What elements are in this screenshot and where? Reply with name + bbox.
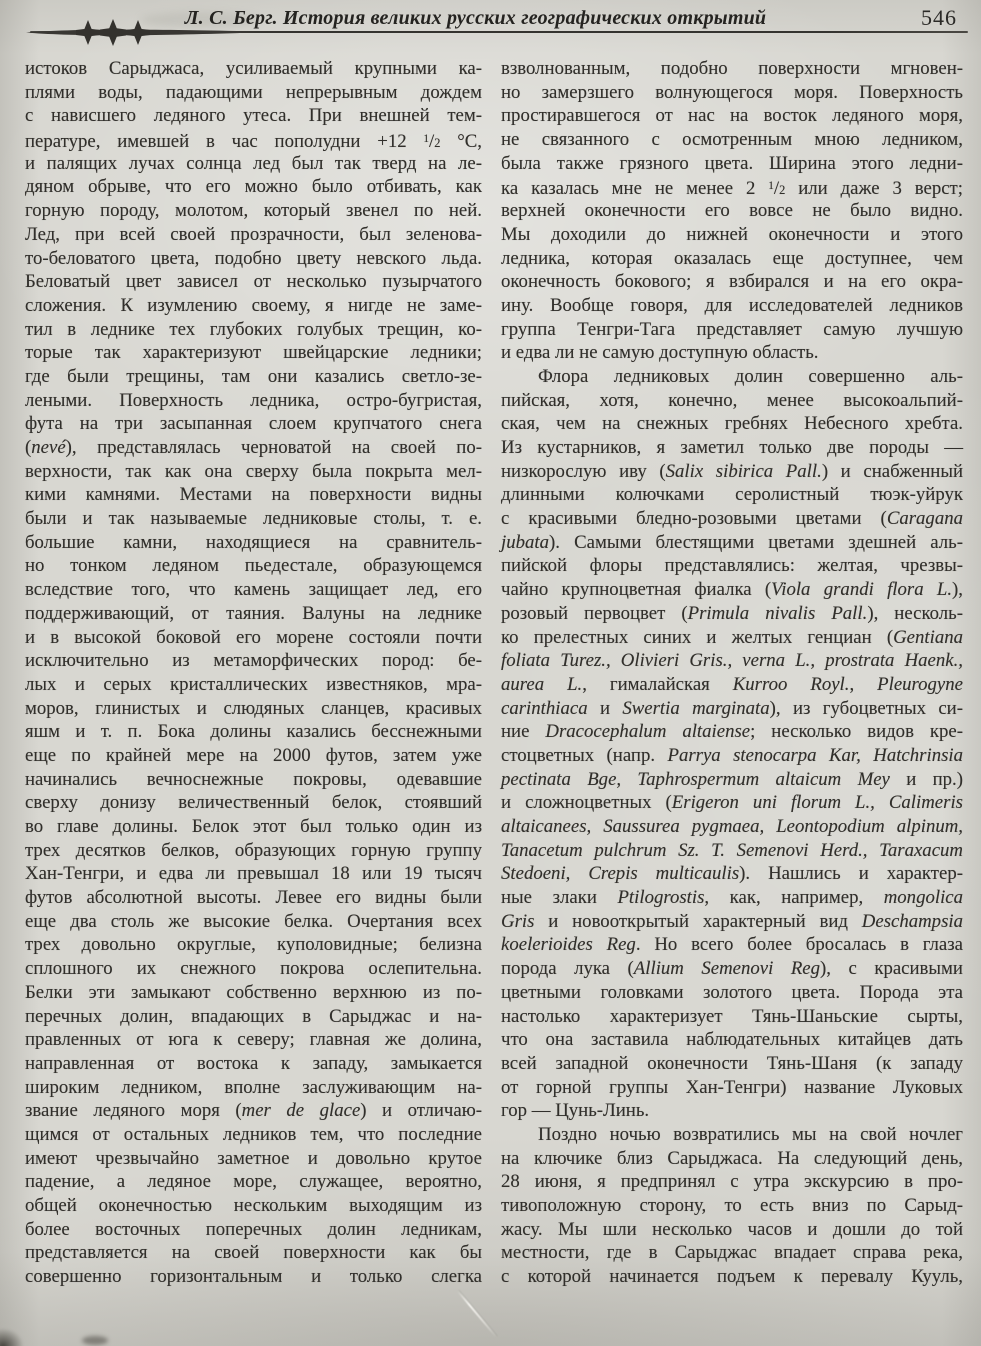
text-line: то-беловатого цвета, подобно цвету невского льда. bbox=[25, 247, 482, 269]
text-line: от горной группы Хан-Тенгри) название Луковых bbox=[501, 1076, 963, 1098]
text-line: (nevé), представлялась черноватой на своей по- bbox=[25, 437, 482, 458]
text-line: foliata Turez., Olivieri Gris., verna L., prostrata Haenk., bbox=[501, 650, 963, 672]
text-line: altaicanees, Saussurea pygmaea, Leontopodium alpinum, bbox=[501, 816, 963, 837]
text-line: футов абсолютной высоты. Левее его видны были bbox=[25, 887, 482, 909]
text-line: цветными головками золотого цвета. Порода эта bbox=[501, 981, 963, 1003]
text-line: стоцветных (напр. Parrya stenocarpa Kar, Hatchrinsia bbox=[501, 744, 963, 766]
text-line: широким ледником, вполне заслуживающим на- bbox=[25, 1076, 482, 1098]
text-line: более восточных поперечных долин ледникам, bbox=[25, 1218, 482, 1240]
text-line: имеют чрезвычайно заметное и довольно крутое bbox=[25, 1147, 482, 1169]
text-line: представляется на своей поверхности как бы bbox=[25, 1242, 482, 1264]
text-line: сложения. К изумлению своему, я нигде не заме- bbox=[25, 294, 482, 316]
text-line: лых и серых кристаллических известняков, мра- bbox=[25, 673, 482, 695]
text-line: с которой начинается подъем к перевалу Кууль, bbox=[501, 1266, 963, 1288]
text-line: розовый первоцвет (Primula nivalis Pall.), несколь- bbox=[501, 602, 963, 624]
text-line: фута на три засыпанная слоем крупчатого снега bbox=[25, 413, 482, 435]
text-line: ко прелестных синих и желтых генциан (Gentiana bbox=[501, 626, 963, 648]
text-line: перечных долин, впадающих в Сарыджас и на- bbox=[25, 1005, 482, 1027]
text-line: звание ледяного моря (mer de glace) и отличаю- bbox=[25, 1100, 482, 1122]
text-line: ка казалась мне не менее 2 $^1$/2 или даже 3 верст; bbox=[501, 178, 963, 200]
text-line: ину. Вообще говоря, для исследователей ледников bbox=[501, 294, 963, 316]
text-line: с нависшего ледяного утеса. При внешней тем- bbox=[25, 105, 482, 127]
text-line: плями воды, падающими непрерывным дождем bbox=[25, 81, 482, 103]
text-line: ледника, которая оказалась еще доступнее, чем bbox=[501, 247, 963, 269]
text-line: правленных от юга к северу; главная же долина, bbox=[25, 1029, 482, 1051]
scan-scratch bbox=[457, 1290, 497, 1337]
text-line: низкорослую иву (Salix sibirica Pall.) и снабженный bbox=[501, 460, 964, 482]
text-line: Stedoeni, Crepis multicaulis). Нашлись и характер- bbox=[501, 863, 963, 885]
text-line: Gris и новооткрытый характерный вид Deschampsia bbox=[501, 910, 963, 932]
text-line: и сложноцветных (Erigeron uni florum L., Calimeris bbox=[501, 792, 963, 814]
text-line: поддерживающий, от таяния. Валуны на леднике bbox=[25, 602, 482, 624]
text-line: яшм и т. п. Бока долины казались бесснежными bbox=[25, 721, 482, 743]
text-line: моров, глинистых и слюдяных сланцев, красивых bbox=[25, 697, 482, 719]
text-line: трех десятков белков, образующих горную группу bbox=[25, 839, 482, 861]
text-line: на ключике близ Сарыджаса. На следующий день, bbox=[501, 1147, 963, 1169]
text-line: направленная от востока к западу, замыкается bbox=[25, 1052, 482, 1074]
text-line: с красивыми бледно-розовыми цветами (Caragana bbox=[501, 508, 963, 530]
text-line: пийская, хотя, конечно, менее высокоальпий- bbox=[501, 389, 963, 411]
text-line: и палящих лучах солнца лед был так тверд на ле- bbox=[25, 152, 482, 174]
text-line: пийской флоры представлялись: желтая, чрезвы- bbox=[501, 555, 963, 577]
text-line: carinthiaca и Swertia marginata), из губоцветных си- bbox=[501, 697, 963, 719]
text-line: еще по крайней мере на 2000 футов, затем уже bbox=[25, 744, 482, 766]
text-line: Мы доходили до нижней оконечности и этого bbox=[501, 223, 963, 245]
text-line: дяном обрыве, что его можно было отбивать, как bbox=[25, 176, 482, 198]
text-line: aurea L., гималайская Kurroo Royl., Pleurogyne bbox=[501, 673, 963, 695]
text-line: падение, а ледяное море, служащее, вероятно, bbox=[25, 1171, 482, 1193]
text-line: Из кустарников, я заметил только две породы — bbox=[501, 437, 963, 458]
text-line: и в высокой боковой его морене состояли почти bbox=[25, 626, 482, 648]
text-line: были и так называемые ледниковые столы, т. е. bbox=[25, 508, 482, 530]
text-line: гор — Цунь-Линь. bbox=[501, 1100, 650, 1122]
text-line: но замерзшего волнующегося моря. Поверхность bbox=[501, 81, 963, 103]
text-line: совершенно горизонтальным и только слегка bbox=[25, 1266, 482, 1288]
text-line: кими камнями. Местами на поверхности видны bbox=[25, 484, 482, 506]
text-line: вследствие того, что камень защищает лед, его bbox=[25, 579, 482, 601]
text-line: jubata). Самыми блестящими цветами здешней аль- bbox=[501, 531, 963, 553]
text-line: истоков Сарыджаса, усиливаемый крупными ка- bbox=[25, 58, 482, 79]
text-line: местности, где в Сарыджас впадает справа река, bbox=[501, 1242, 963, 1264]
text-line: щимся от остальных ледников тем, что последние bbox=[25, 1123, 482, 1145]
text-line: трех довольно округлые, куполовидные; белизна bbox=[25, 934, 482, 956]
text-line: тивоположную сторону, то есть вниз по Сарыд- bbox=[501, 1195, 963, 1216]
text-line: жасу. Мы шли несколько часов и дошли до той bbox=[501, 1218, 963, 1240]
header-ornament-icon bbox=[26, 17, 276, 49]
scan-smudge bbox=[82, 1336, 108, 1345]
text-line: Беловатый цвет зависел от несколько пузырчатого bbox=[25, 271, 482, 293]
text-line: горную породу, молотом, который звенел по ней. bbox=[25, 200, 482, 222]
text-line: ская, чем на снежных гребнях Небесного хребта. bbox=[501, 413, 963, 435]
text-line: Лед, при всей своей прозрачности, был зеленова- bbox=[25, 223, 482, 245]
text-line: торые так характеризуют швейцарские ледники; bbox=[25, 342, 482, 364]
text-line: Хан-Тенгри, и едва ли превышал 18 или 19 тысяч bbox=[25, 863, 482, 885]
text-line: группа Тенгри-Тага представляет самую лучшую bbox=[501, 318, 963, 340]
text-line: ние Dracocephalum altaiense; несколько видов кре- bbox=[501, 721, 963, 743]
text-line: пературе, имевшей в час пополудни +12 $^1$/2 °С, bbox=[25, 131, 482, 153]
text-line: большие камни, находящиеся на сравнитель- bbox=[25, 531, 482, 553]
text-line: порода лука (Allium Semenovi Reg), с красивыми bbox=[501, 958, 963, 980]
text-line: ные злаки Ptilogrostis, как, например, mongolica bbox=[501, 887, 964, 909]
text-line: где были трещины, там они казались светло-зе- bbox=[25, 365, 482, 387]
text-line: pectinata Bge, Taphrospermum altaicum Mey и пр.) bbox=[501, 768, 963, 790]
text-line: общей оконечностью нескольким выходящим из bbox=[25, 1195, 482, 1216]
text-line: тил в леднике тех глубоких голубых трещин, ко- bbox=[25, 318, 482, 340]
text-line: но тонком ледяном пьедестале, образующемся bbox=[25, 555, 482, 577]
page-number: 546 bbox=[921, 5, 957, 30]
page-corner-shadow bbox=[0, 1328, 24, 1346]
page-header-title: Л. С. Берг. История великих русских географических открытий bbox=[184, 7, 767, 29]
text-line: начинались вечноснежные покровы, одевавшие bbox=[25, 768, 482, 790]
text-line: сплошного их снежного покрова ослепительна. bbox=[25, 958, 482, 980]
text-line: не связанного с осмотренным мною ледником, bbox=[501, 129, 963, 151]
text-line: всей западной оконечности Тянь-Шаня (к западу bbox=[501, 1052, 963, 1074]
text-line: длинными колючками серолистный тюэк-уйрук bbox=[501, 484, 963, 506]
text-line: koelerioides Reg. Но всего более бросалась в глаза bbox=[501, 934, 963, 956]
text-line: верхности, так как она сверху была покрыта мел- bbox=[25, 460, 482, 482]
text-line: Tanacetum pulchrum Sz. T. Semenovi Herd., Taraxacum bbox=[501, 839, 963, 861]
text-line: сверху донизу величественный белок, стоявший bbox=[25, 792, 482, 814]
left-column bbox=[25, 57, 482, 1289]
text-line: простиравшегося от нас на восток ледяного моря, bbox=[501, 105, 963, 127]
text-line: во главе долины. Белок этот был только один из bbox=[25, 816, 482, 837]
text-line: что она заставила наблюдательных китайцев дать bbox=[501, 1029, 963, 1051]
text-line: и едва ли не самую доступную область. bbox=[501, 342, 819, 364]
text-line: настолько характеризует Тянь-Шаньские сырты, bbox=[501, 1005, 963, 1027]
text-line: исключительно из метаморфических пород: бе- bbox=[25, 650, 482, 672]
text-line: Флора ледниковых долин совершенно аль- bbox=[538, 365, 963, 387]
text-line: оконечность бокового; я взбирался и на его окра- bbox=[501, 271, 963, 293]
text-line: была также грязного цвета. Ширина этого ледни- bbox=[501, 152, 963, 174]
text-line: леными. Поверхность ледника, остро-бугристая, bbox=[25, 389, 482, 411]
text-line: 28 июня, я предпринял с утра экскурсию в про- bbox=[501, 1171, 963, 1193]
text-line: чайно крупноцветная фиалка (Viola grandi flora L.), bbox=[501, 579, 963, 601]
text-line: еще два столь же высокие белка. Очертания всех bbox=[25, 910, 482, 932]
right-column bbox=[501, 57, 963, 1289]
text-line: Белки эти замыкают собственно верхнюю из по- bbox=[25, 981, 482, 1003]
text-line: Поздно ночью возвратились мы на свой ночлег bbox=[538, 1123, 963, 1145]
text-line: взволнованным, подобно поверхности мгновен- bbox=[501, 58, 963, 79]
text-line: верхней оконечности его вовсе не было видно. bbox=[501, 200, 963, 222]
